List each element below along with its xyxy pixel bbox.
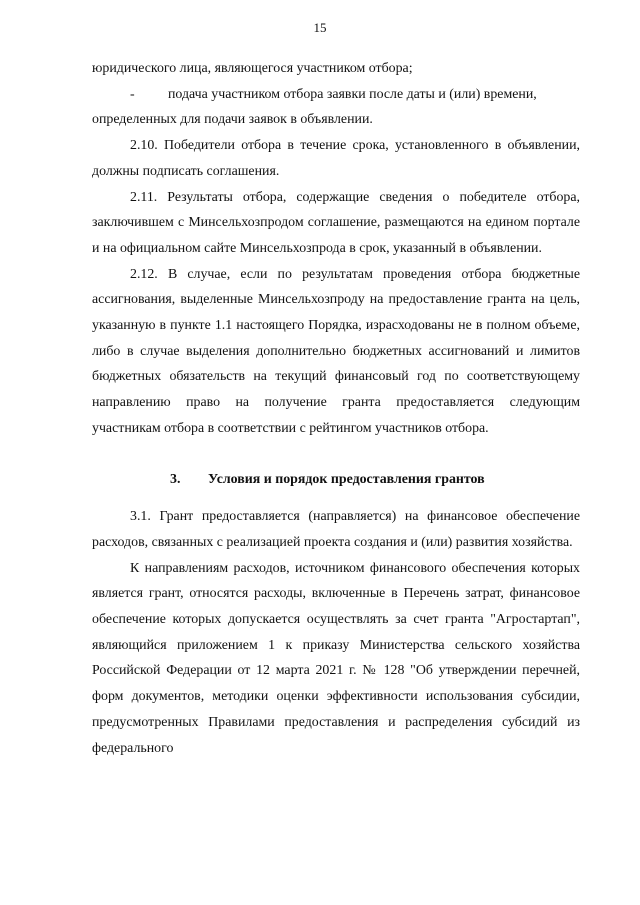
paragraph-continuation: юридического лица, являющегося участником отбора; bbox=[92, 61, 413, 76]
dash-marker: - bbox=[130, 86, 135, 102]
list-item bbox=[92, 82, 580, 108]
paragraph-3-1: 3.1. Грант предоставляется (направляется) на финансовое обеспечение расходов, связанных с реализацией проекта создания и (или) развития хозяйства. bbox=[92, 509, 580, 550]
paragraph-expense-directions: К направлениям расходов, источником финансового обеспечения которых является грант, относятся расходы, включенные в Перечень затрат, финансовое обеспечение которых допускается осуществлять за счет гранта "Агростартап", являющийся приложением 1 к приказу Министерства сельского хозяйства Российской Федерации от 12 марта 2021 г. № 128 "Об утверждении перечней, форм документов, методики оценки эффективности использования субсидии, предусмотренных Правилами предоставления и распределения субсидий из федерального bbox=[92, 560, 580, 756]
paragraph-2-11: 2.11. Результаты отбора, содержащие сведения о победителе отбора, заключившем с Минсельхозпродом соглашение, размещаются на едином портале и на официальном сайте Минсельхозпрода в срок, указанный в объявлении. bbox=[92, 189, 580, 256]
section-title: Условия и порядок предоставления грантов bbox=[208, 471, 485, 487]
list-item-text: подача участником отбора заявки после даты и (или) времени, bbox=[168, 86, 537, 102]
page-number: 15 bbox=[313, 20, 327, 35]
document-body bbox=[92, 56, 580, 761]
paragraph-2-12: 2.12. В случае, если по результатам проведения отбора бюджетные ассигнования, выделенные Минсельхозпроду на предоставление гранта на цель, указанную в пункте 1.1 настоящего Порядка, израсходованы не в полном объеме, либо в случае выделения дополнительно бюджетных ассигнований и лимитов бюджетных обязательств на текущий финансовый год по соответствующему направлению право на получение гранта предоставляется следующим участникам отбора в соответствии с рейтингом участников отбора. bbox=[92, 266, 580, 436]
list-item-continuation: определенных для подачи заявок в объявлении. bbox=[92, 112, 373, 128]
paragraph-2-10: 2.10. Победители отбора в течение срока, установленного в объявлении, должны подписать соглашения. bbox=[92, 138, 580, 179]
section-heading bbox=[92, 467, 580, 493]
section-number: 3. bbox=[170, 471, 181, 487]
